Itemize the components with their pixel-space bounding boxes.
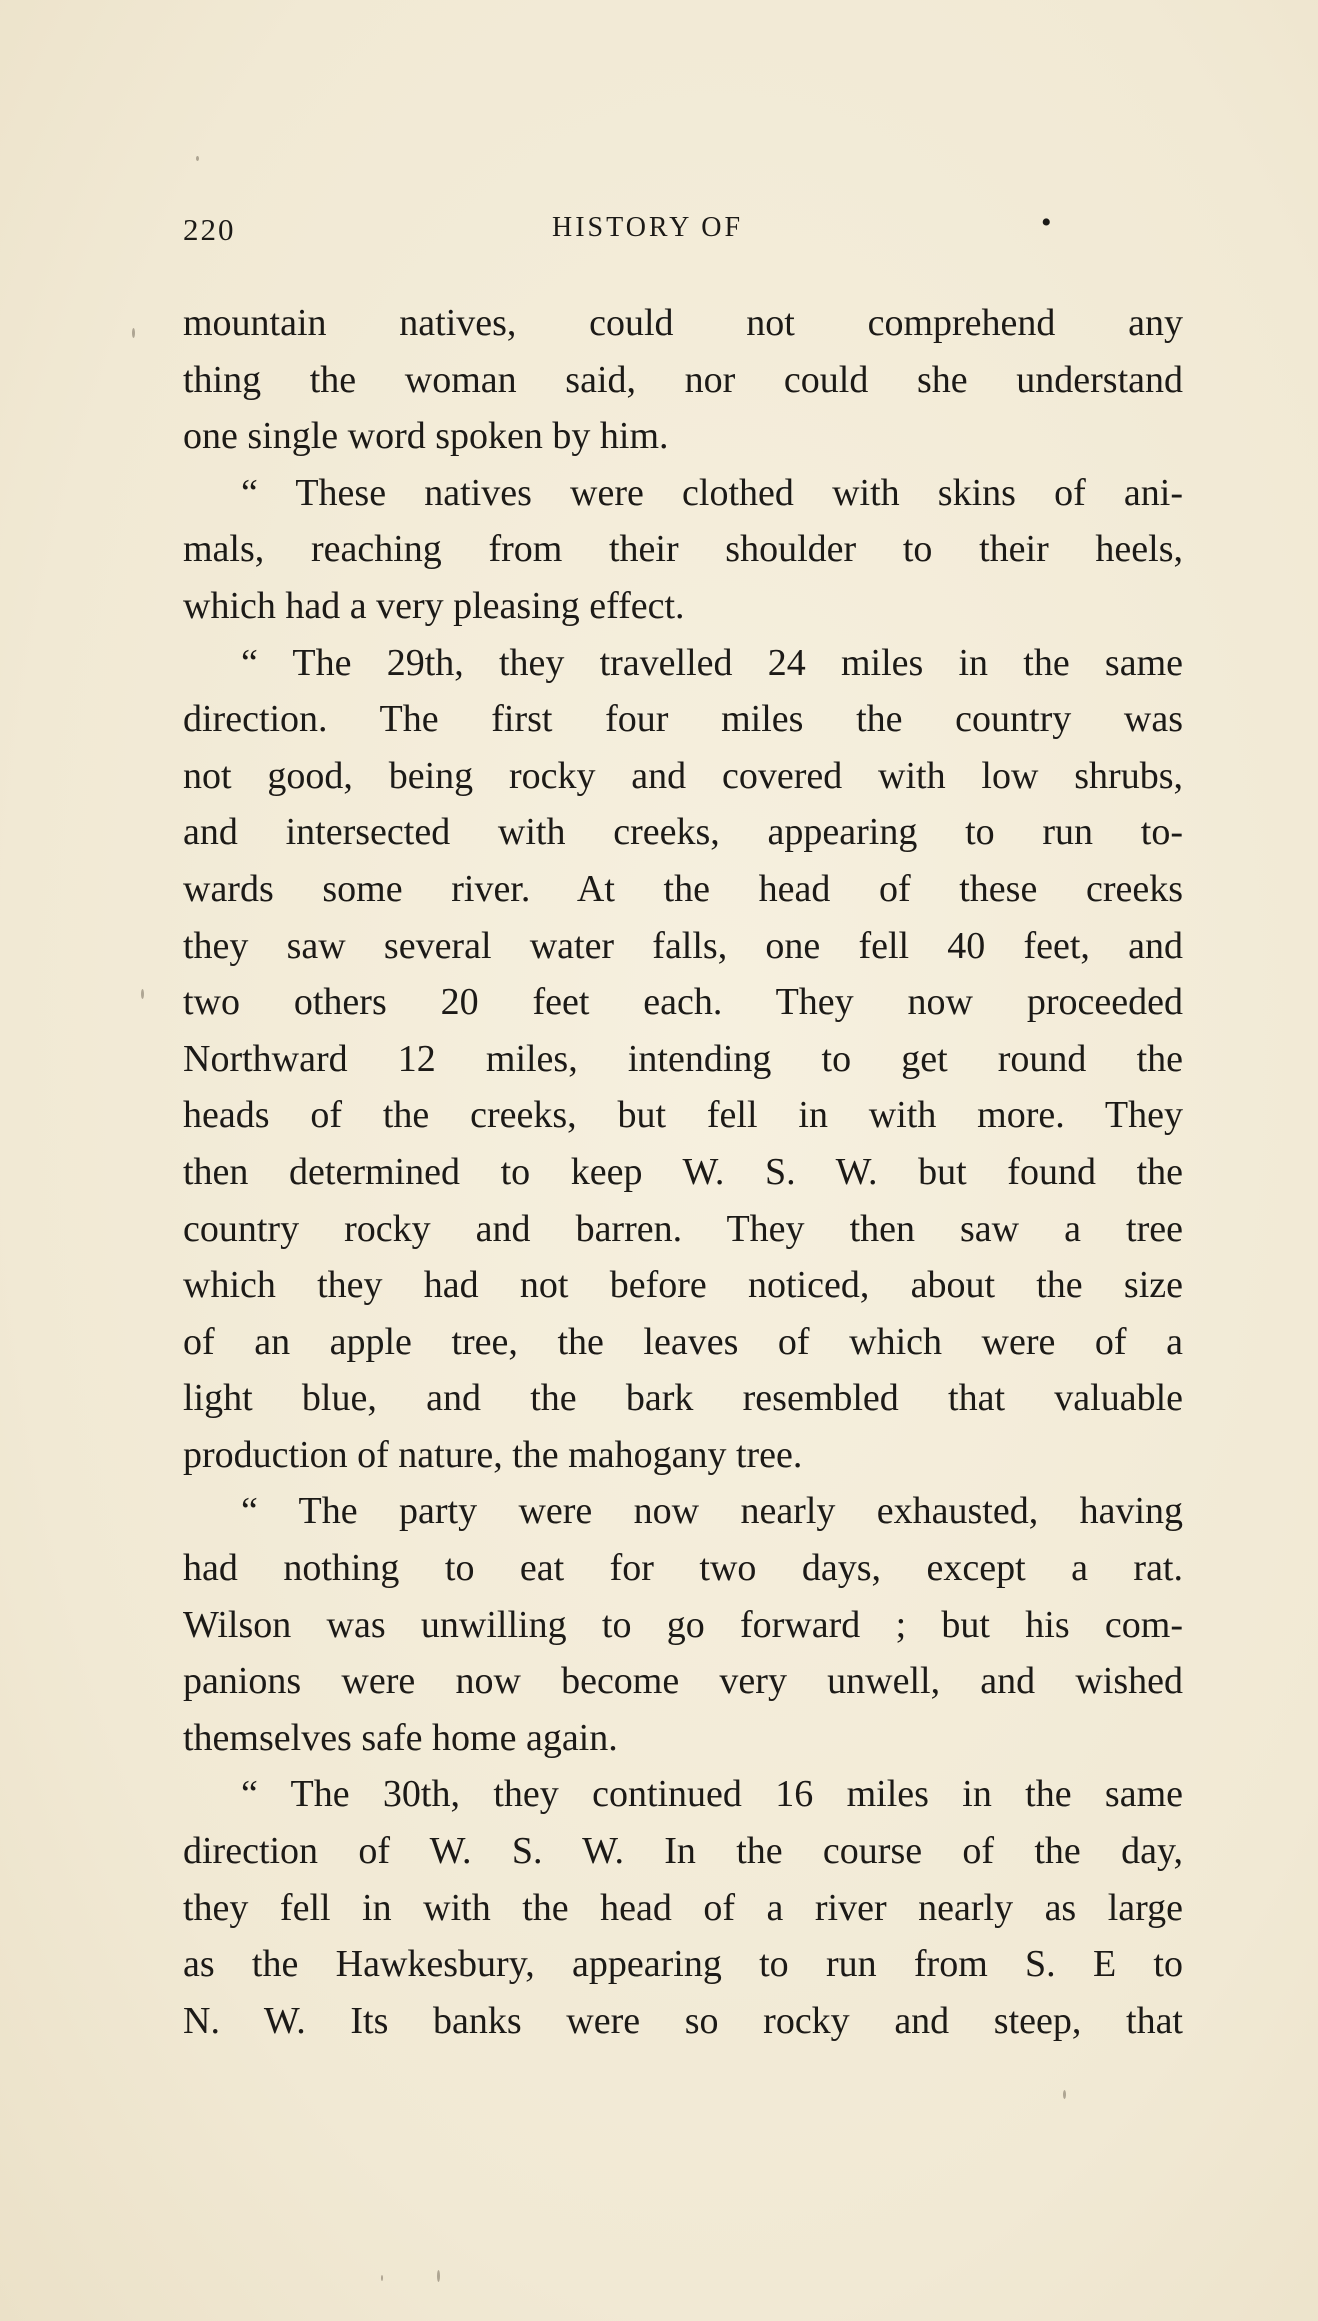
page-header	[183, 206, 1063, 252]
paper-speck	[1063, 2090, 1066, 2099]
text-line: they fell in with the head of a river nearly as large	[183, 1886, 1183, 1929]
text-line: heads of the creeks, but fell in with more. They	[183, 1094, 1183, 1137]
paper-speck	[132, 328, 135, 338]
header-ornament: •	[1041, 206, 1054, 239]
text-line: two others 20 feet each. They now proceeded	[183, 981, 1183, 1024]
text-line: “ These natives were clothed with skins of ani-	[241, 471, 1183, 514]
text-line: had nothing to eat for two days, except a rat.	[183, 1547, 1183, 1590]
text-line: Wilson was unwilling to go forward ; but his com-	[183, 1603, 1183, 1646]
paper-speck	[196, 156, 199, 161]
text-line: and intersected with creeks, appearing to run to-	[183, 811, 1183, 854]
text-line: then determined to keep W. S. W. but found the	[183, 1150, 1183, 1193]
text-line: direction. The first four miles the country was	[183, 698, 1183, 741]
text-line: which had a very pleasing effect.	[183, 584, 685, 627]
text-line: of an apple tree, the leaves of which were of a	[183, 1320, 1183, 1363]
text-line: they saw several water falls, one fell 40 feet, and	[183, 924, 1183, 967]
text-line: light blue, and the bark resembled that valuable	[183, 1377, 1183, 1420]
text-line: Northward 12 miles, intending to get round the	[183, 1037, 1183, 1080]
text-line: N. W. Its banks were so rocky and steep, that	[183, 1999, 1183, 2042]
text-line: “ The 30th, they continued 16 miles in the same	[241, 1773, 1183, 1816]
text-line: one single word spoken by him.	[183, 415, 669, 458]
body-text	[183, 295, 1183, 2049]
running-title: HISTORY OF	[552, 212, 744, 243]
text-line: as the Hawkesbury, appearing to run from S. E to	[183, 1943, 1183, 1986]
text-line: mountain natives, could not comprehend any	[183, 302, 1183, 344]
text-line: not good, being rocky and covered with low shrubs,	[183, 754, 1183, 797]
paper-speck	[141, 989, 144, 999]
paper-speck	[381, 2275, 383, 2281]
text-line: direction of W. S. W. In the course of the day,	[183, 1830, 1183, 1873]
text-line: production of nature, the mahogany tree.	[183, 1433, 803, 1476]
text-line: mals, reaching from their shoulder to their heels,	[183, 528, 1183, 571]
page-number: 220	[183, 212, 236, 247]
text-line: “ The 29th, they travelled 24 miles in the same	[241, 641, 1183, 684]
text-line: panions were now become very unwell, and wished	[183, 1660, 1183, 1703]
text-line: themselves safe home again.	[183, 1716, 618, 1759]
text-line: wards some river. At the head of these creeks	[183, 867, 1183, 910]
text-line: which they had not before noticed, about the size	[183, 1264, 1183, 1307]
paper-speck	[437, 2270, 440, 2282]
text-line: “ The party were now nearly exhausted, having	[241, 1490, 1183, 1533]
text-line: thing the woman said, nor could she understand	[183, 358, 1183, 401]
text-line: country rocky and barren. They then saw a tree	[183, 1207, 1183, 1250]
